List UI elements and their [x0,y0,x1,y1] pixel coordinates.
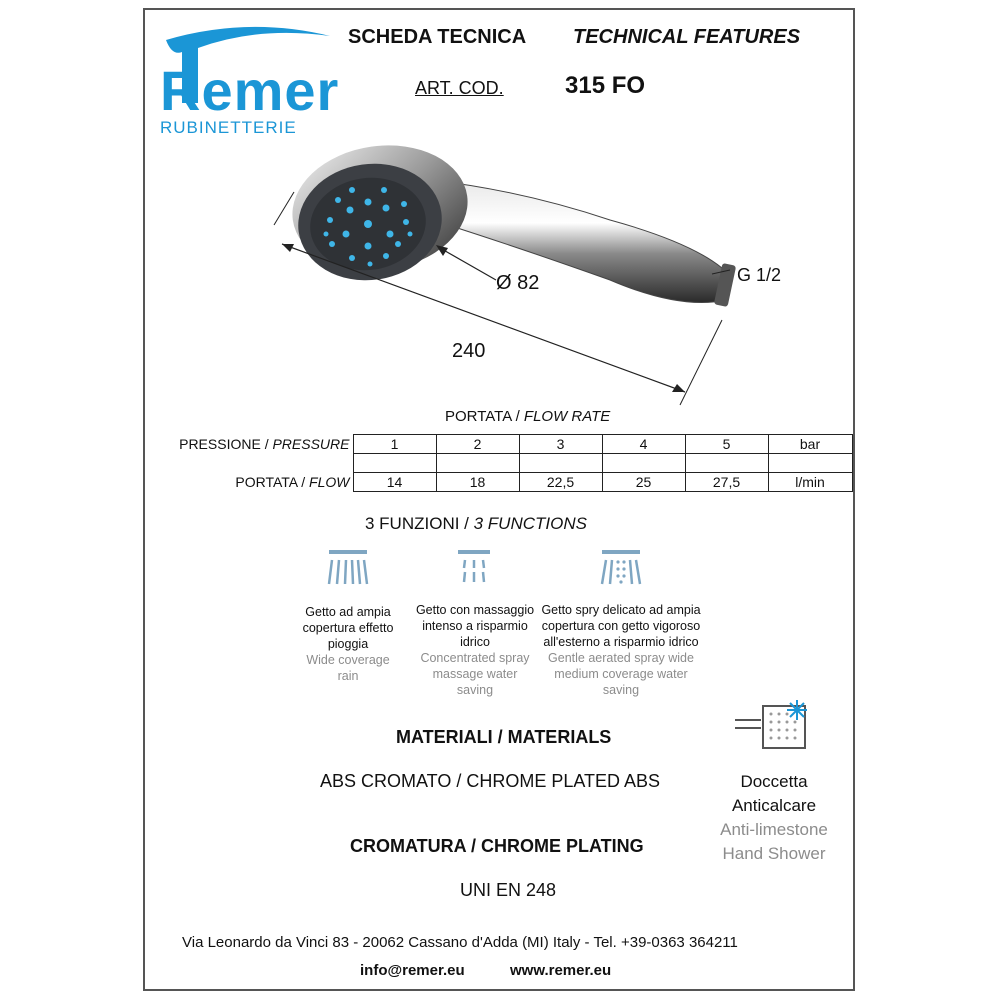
pressure-unit: bar [768,435,852,454]
spacer-row [153,454,852,473]
flow-rate-table [153,434,853,492]
flow-label: PORTATA / FLOW [235,474,350,490]
flow-cell: 25 [602,473,685,492]
pressure-cell: 5 [685,435,768,454]
plating-value: UNI EN 248 [460,880,557,900]
diameter-label: Ø 82 [496,272,540,294]
functions-title: 3 FUNZIONI / 3 FUNCTIONS [365,514,587,533]
pressure-row [153,435,852,454]
thread-label: G 1/2 [737,265,782,285]
length-label: 240 [452,340,486,362]
flow-cell: 27,5 [685,473,768,492]
plating-heading: CROMATURA / CHROME PLATING [350,836,644,856]
logo-subtitle: RUBINETTERIE [160,118,297,137]
flow-rate-title: PORTATA / FLOW RATE [445,408,611,425]
rain-spray-icon [325,548,371,588]
function-2-description: Getto con massaggio intenso a risparmio idrico Concentrated spray massage water saving [415,603,535,697]
anti-limestone-text: Doccetta Anticalcare Anti-limestone Hand Shower [720,772,828,863]
footer-address: Via Leonardo da Vinci 83 - 20062 Cassano d'Adda (MI) Italy - Tel. +39-0363 364211 [182,934,738,951]
function-3-description: Getto spry delicato ad ampia copertura con getto vigoroso all'esterno a risparmio idrico Gentle aerated spray wide medium coverage water saving [541,603,701,697]
pressure-cell: 2 [436,435,519,454]
footer-email[interactable]: info@remer.eu [360,962,465,979]
flow-row [153,473,852,492]
function-1-description: Getto ad ampia copertura effetto pioggia Wide coverage rain [302,605,394,683]
footer-website[interactable]: www.remer.eu [510,962,612,979]
massage-spray-icon [456,548,492,588]
flow-cell: 18 [436,473,519,492]
title-english: TECHNICAL FEATURES [573,26,801,48]
materials-value: ABS CROMATO / CHROME PLATED ABS [320,771,661,791]
logo-text: Remer [160,59,340,122]
flow-unit: l/min [768,473,852,492]
flow-cell: 22,5 [519,473,602,492]
materials-heading: MATERIALI / MATERIALS [396,727,612,747]
article-code-label: ART. COD. [415,78,504,98]
aerated-spray-icon [598,548,644,588]
pressure-cell: 3 [519,435,602,454]
hand-shower-drawing [260,130,820,420]
pressure-cell: 4 [602,435,685,454]
flow-cell: 14 [353,473,436,492]
title-italian: SCHEDA TECNICA [348,26,527,48]
pressure-label: PRESSIONE / PRESSURE [179,436,350,452]
pressure-cell: 1 [353,435,436,454]
anti-limestone-icon [733,696,813,752]
article-code: 315 FO [565,72,646,99]
